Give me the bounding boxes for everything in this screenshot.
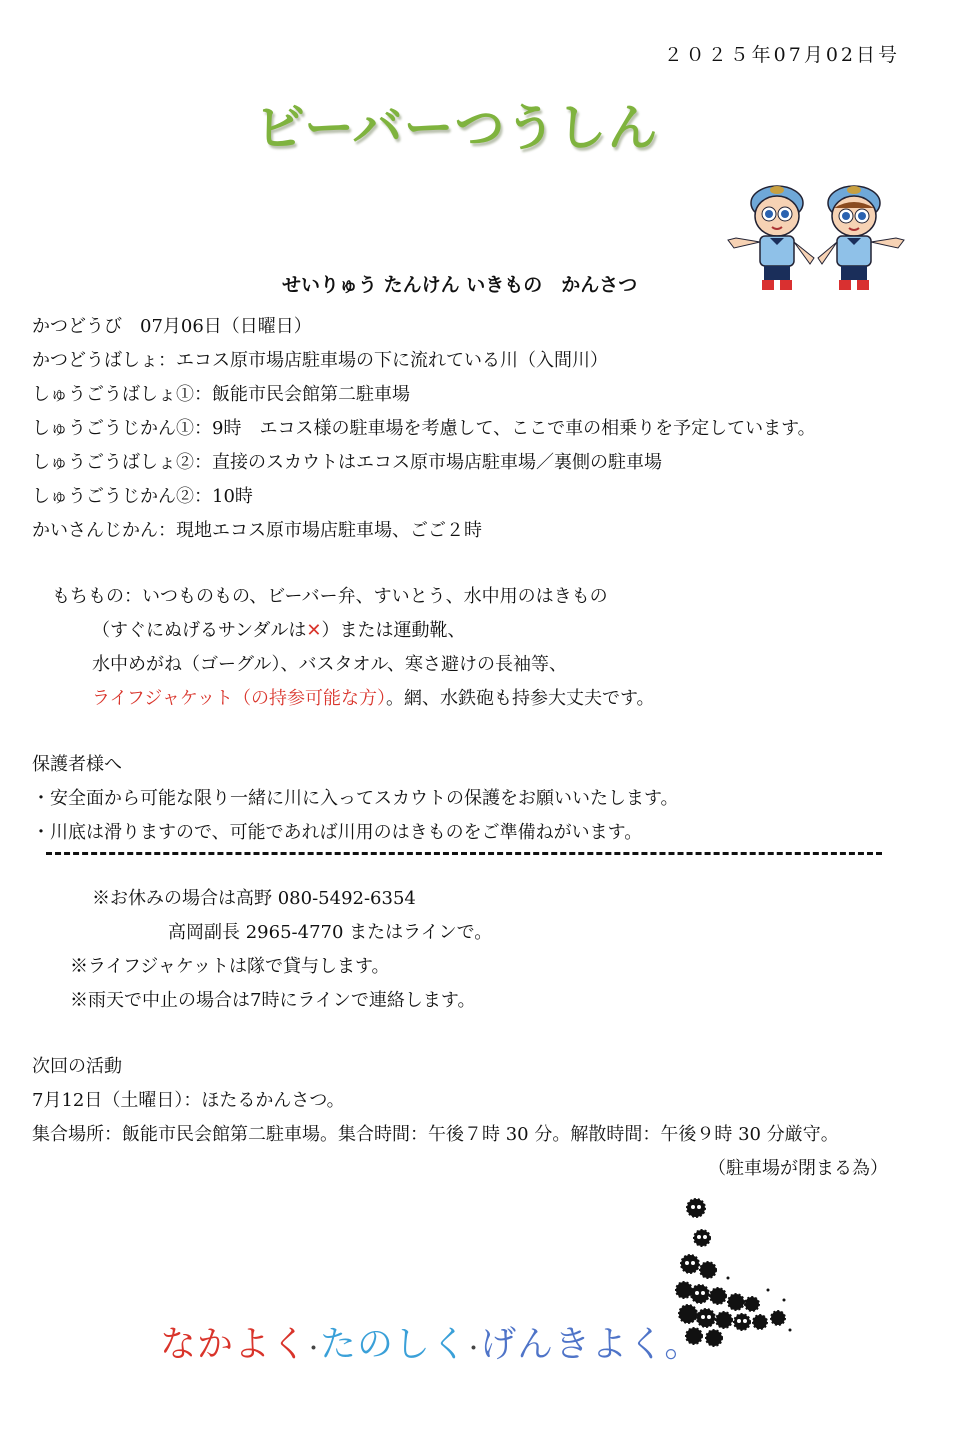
absence-contact: ※お休みの場合は高野 080-5492-6354 (92, 888, 416, 909)
life-jacket-note: ライフジャケット（の持参可能な方） (92, 688, 386, 709)
activity-subtitle: せいりゅう たんけん いきもの かんさつ (282, 274, 638, 296)
parking-note: （駐車場が閉まる為） (708, 1158, 888, 1179)
guardians-item: ・安全面から可能な限り一緒に川に入ってスカウトの保護をお願いいたします。 (32, 788, 679, 809)
activity-place: かつどうばしょ：エコス原市場店駐車場の下に流れている川（入間川） (32, 350, 608, 371)
slogan-part-2: たのしく (320, 1324, 469, 1365)
belongings-line-4 (92, 684, 655, 710)
dismissal-time: かいさんじかん：現地エコス原市場店駐車場、ごご２時 (32, 520, 482, 541)
meeting-time-1: しゅうごうじかん①：9時 エコス様の駐車場を考慮して、ここで車の相乗りを予定しています。 (32, 418, 816, 439)
newsletter-title: ビーバーつうしん (255, 99, 659, 157)
guardians-item: ・川底は滑りますので、可能であれば川用のはきものをご準備ねがいます。 (32, 822, 643, 843)
cross-mark-icon: ✕ (306, 620, 322, 641)
guardians-heading: 保護者様へ (32, 754, 122, 775)
slogan-part-3: げんきよく。 (480, 1324, 702, 1365)
dashed-divider (46, 852, 882, 855)
deputy-contact: 高岡副長 2965-4770 またはラインで。 (168, 922, 493, 943)
meeting-place-2: しゅうごうばしょ②：直接のスカウトはエコス原市場店駐車場／裏側の駐車場 (32, 452, 662, 473)
slogan-part-1: なかよく (160, 1324, 309, 1365)
life-jacket-loan-note: ※ライフジャケットは隊で貸与します。 (70, 956, 390, 977)
rain-cancel-note: ※雨天で中止の場合は7時にラインで連絡します。 (70, 990, 476, 1011)
meeting-place-1: しゅうごうばしょ①：飯能市民会館第二駐車場 (32, 384, 410, 405)
issue-date: ２０２５年07月02日号 (663, 44, 900, 66)
slogan-separator: ･ (308, 1337, 321, 1362)
belongings-extra-text: 。網、水鉄砲も持参大丈夫です。 (385, 688, 655, 709)
activity-date: かつどうび 07月06日（日曜日） (32, 316, 312, 337)
belongings-line-3: 水中めがね（ゴーグル）、バスタオル、寒さ避けの長袖等、 (92, 654, 568, 675)
slogan (160, 1316, 701, 1367)
next-activity-date: 7月12日（土曜日）：ほたるかんさつ。 (32, 1090, 345, 1111)
slogan-separator: ･ (468, 1337, 481, 1362)
belongings-sandal-text: （すぐにぬげるサンダルは (92, 620, 307, 641)
next-activity-schedule: 集合場所：飯能市民会館第二駐車場。集合時間：午後７時 30 分。解散時間：午後９時 30 分厳守。 (32, 1124, 839, 1145)
meeting-time-2: しゅうごうじかん②：10時 (32, 486, 253, 507)
beaver-scouts-illustration (722, 178, 908, 294)
belongings-line-2 (92, 616, 465, 642)
next-activity-heading: 次回の活動 (32, 1056, 122, 1077)
belongings-line-1: もちもの：いつものもの、ビーバー弁、すいとう、水中用のはきもの (52, 586, 608, 607)
belongings-shoes-text: ）または運動靴、 (321, 620, 466, 641)
